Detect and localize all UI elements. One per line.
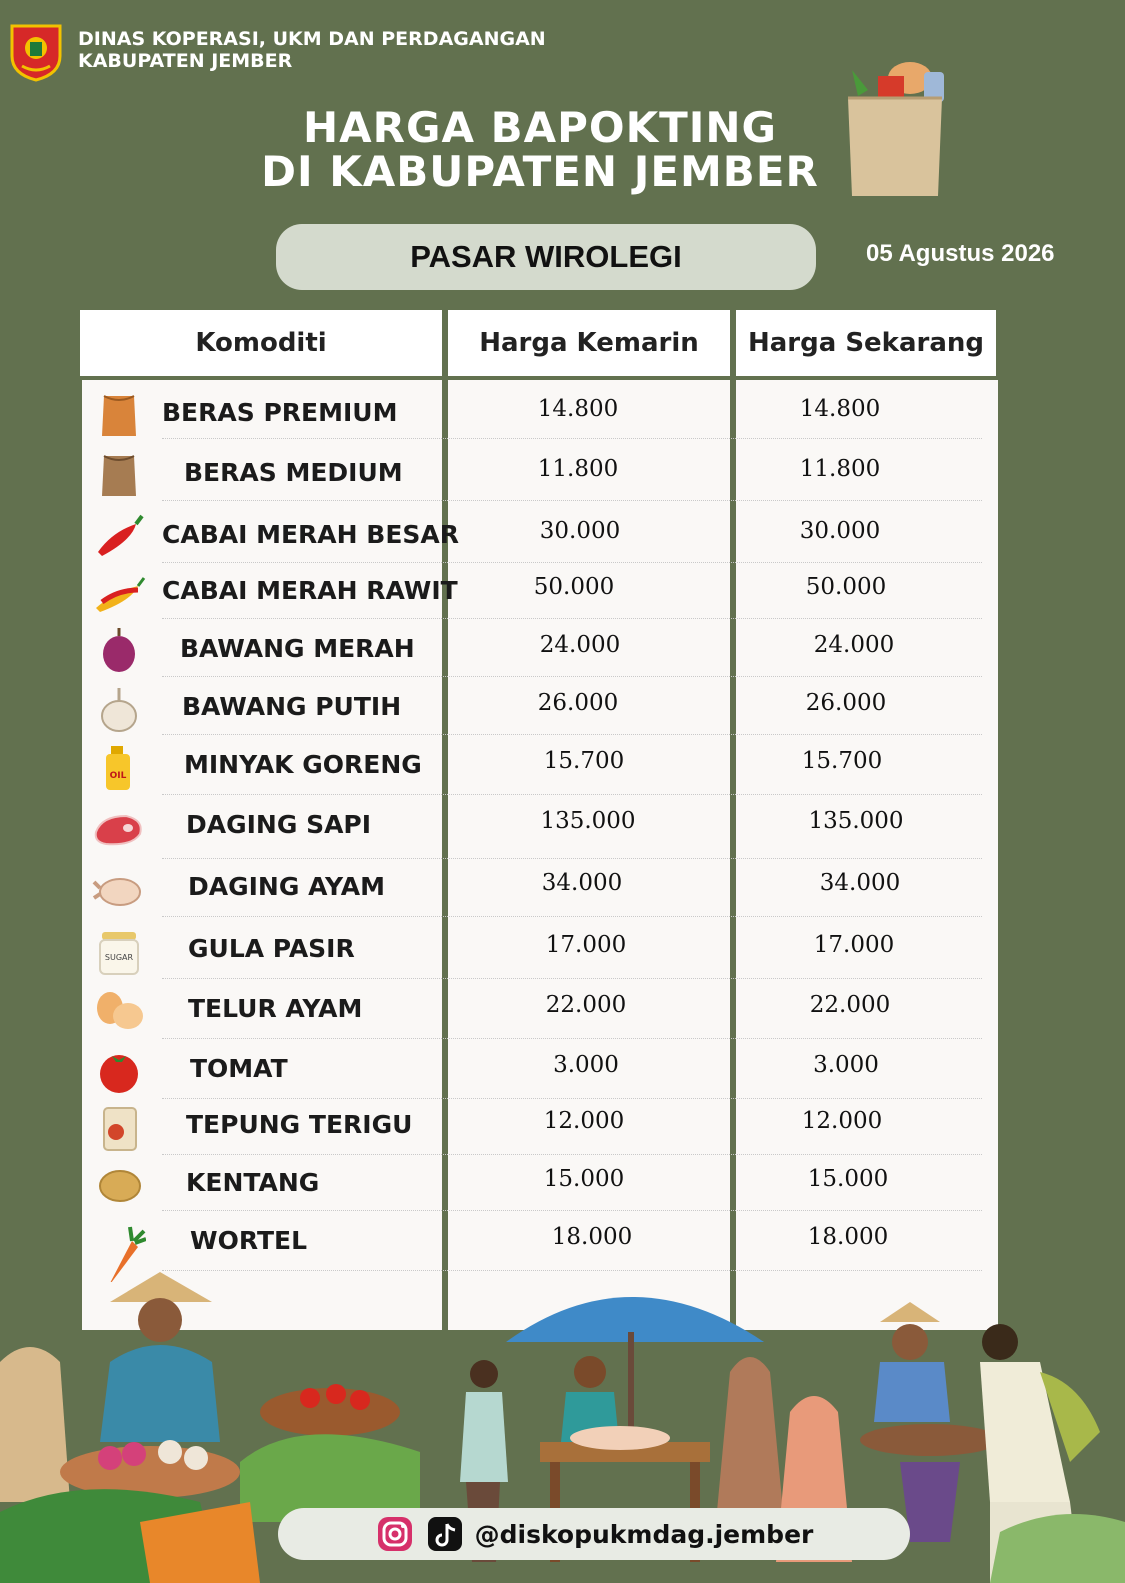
table-row <box>80 1158 998 1214</box>
title-line-2: DI KABUPATEN JEMBER <box>261 147 819 196</box>
red-chili-icon <box>92 512 146 562</box>
table-row <box>80 862 998 918</box>
header-komoditi: Komoditi <box>80 310 442 376</box>
beef-icon <box>92 802 146 852</box>
row-divider <box>162 916 982 917</box>
oil-label: OIL <box>109 771 127 781</box>
grocery-bag-icon <box>846 50 956 200</box>
table-row <box>80 800 998 856</box>
price-today: 34.000 <box>819 870 901 896</box>
sugar-jar-icon <box>92 926 146 976</box>
potato-icon <box>92 1160 146 1210</box>
commodity-name: BAWANG MERAH <box>180 634 415 663</box>
price-today: 135.000 <box>808 808 904 834</box>
row-divider <box>162 1098 982 1099</box>
table-row <box>80 624 998 680</box>
price-today: 11.800 <box>799 456 881 482</box>
social-footer <box>278 1508 910 1560</box>
price-today: 17.000 <box>813 932 895 958</box>
chicken-icon <box>92 864 146 914</box>
rice-sack-icon <box>92 450 146 500</box>
bird-chili-icon <box>92 568 146 618</box>
agency-name <box>78 28 546 72</box>
table-row <box>80 682 998 738</box>
row-divider <box>162 1038 982 1039</box>
title-line-1: HARGA BAPOKTING <box>302 103 778 152</box>
price-today: 30.000 <box>799 518 881 544</box>
shallot-icon <box>92 626 146 676</box>
commodity-name: TELUR AYAM <box>188 994 363 1023</box>
report-date: 05 Agustus 2026 <box>866 240 1055 267</box>
market-name-pill: PASAR WIROLEGI <box>276 224 816 290</box>
sugar-label: SUGAR <box>104 953 134 962</box>
price-yesterday: 17.000 <box>545 932 627 958</box>
row-divider <box>162 794 982 795</box>
row-divider <box>162 676 982 677</box>
commodity-name: CABAI MERAH RAWIT <box>162 576 458 605</box>
header-harga-kemarin: Harga Kemarin <box>448 310 730 376</box>
price-yesterday: 3.000 <box>553 1052 619 1078</box>
header-harga-sekarang: Harga Sekarang <box>736 310 996 376</box>
oil-bottle-icon <box>92 742 146 792</box>
price-yesterday: 14.800 <box>537 396 619 422</box>
row-divider <box>162 1210 982 1211</box>
price-today: 3.000 <box>813 1052 879 1078</box>
commodity-name: KENTANG <box>186 1168 320 1197</box>
price-yesterday: 34.000 <box>541 870 623 896</box>
price-today: 12.000 <box>801 1108 883 1134</box>
price-yesterday: 15.700 <box>543 748 625 774</box>
table-row <box>80 448 998 504</box>
price-yesterday: 11.800 <box>537 456 619 482</box>
row-divider <box>162 978 982 979</box>
price-today: 15.700 <box>801 748 883 774</box>
commodity-name: TOMAT <box>190 1054 288 1083</box>
table-row <box>80 924 998 980</box>
eggs-icon <box>92 986 146 1036</box>
table-row <box>80 1100 998 1156</box>
table-row <box>80 566 998 622</box>
commodity-name: BERAS MEDIUM <box>184 458 403 487</box>
row-divider <box>162 1154 982 1155</box>
commodity-name: GULA PASIR <box>188 934 355 963</box>
garlic-icon <box>92 684 146 734</box>
jember-regency-logo-icon <box>8 22 64 82</box>
agency-line-2: KABUPATEN JEMBER <box>78 50 293 72</box>
commodity-name: MINYAK GORENG <box>184 750 422 779</box>
price-today: 14.800 <box>799 396 881 422</box>
price-yesterday: 24.000 <box>539 632 621 658</box>
table-row <box>80 740 998 796</box>
price-yesterday: 26.000 <box>537 690 619 716</box>
price-yesterday: 12.000 <box>543 1108 625 1134</box>
table-row <box>80 510 998 566</box>
price-yesterday: 15.000 <box>543 1166 625 1192</box>
table-row <box>80 984 998 1040</box>
tomato-icon <box>92 1046 146 1096</box>
row-divider <box>162 500 982 501</box>
commodity-name: DAGING AYAM <box>188 872 385 901</box>
rice-sack-icon <box>92 390 146 440</box>
price-yesterday: 18.000 <box>551 1224 633 1250</box>
row-divider <box>162 618 982 619</box>
flour-bag-icon <box>92 1102 146 1152</box>
price-today: 26.000 <box>805 690 887 716</box>
price-today: 18.000 <box>807 1224 889 1250</box>
price-today: 22.000 <box>809 992 891 1018</box>
price-today: 24.000 <box>813 632 895 658</box>
instagram-icon[interactable] <box>375 1514 415 1554</box>
price-today: 15.000 <box>807 1166 889 1192</box>
page-title <box>230 103 850 196</box>
table-row <box>80 388 998 444</box>
price-yesterday: 30.000 <box>539 518 621 544</box>
commodity-name: BERAS PREMIUM <box>162 398 398 427</box>
price-yesterday: 135.000 <box>540 808 636 834</box>
commodity-name: WORTEL <box>190 1226 308 1255</box>
commodity-name: DAGING SAPI <box>186 810 372 839</box>
commodity-name: TEPUNG TERIGU <box>186 1110 413 1139</box>
commodity-name: BAWANG PUTIH <box>182 692 402 721</box>
social-handle[interactable]: @diskopukmdag.jember <box>474 1519 814 1549</box>
row-divider <box>162 438 982 439</box>
price-yesterday: 22.000 <box>545 992 627 1018</box>
row-divider <box>162 734 982 735</box>
price-today: 50.000 <box>805 574 887 600</box>
tiktok-icon[interactable] <box>425 1514 465 1554</box>
price-yesterday: 50.000 <box>533 574 615 600</box>
price-table <box>80 310 998 1330</box>
commodity-name: CABAI MERAH BESAR <box>162 520 460 549</box>
table-row <box>80 1044 998 1100</box>
row-divider <box>162 858 982 859</box>
agency-line-1: DINAS KOPERASI, UKM DAN PERDAGANGAN <box>78 28 546 50</box>
row-divider <box>162 562 982 563</box>
